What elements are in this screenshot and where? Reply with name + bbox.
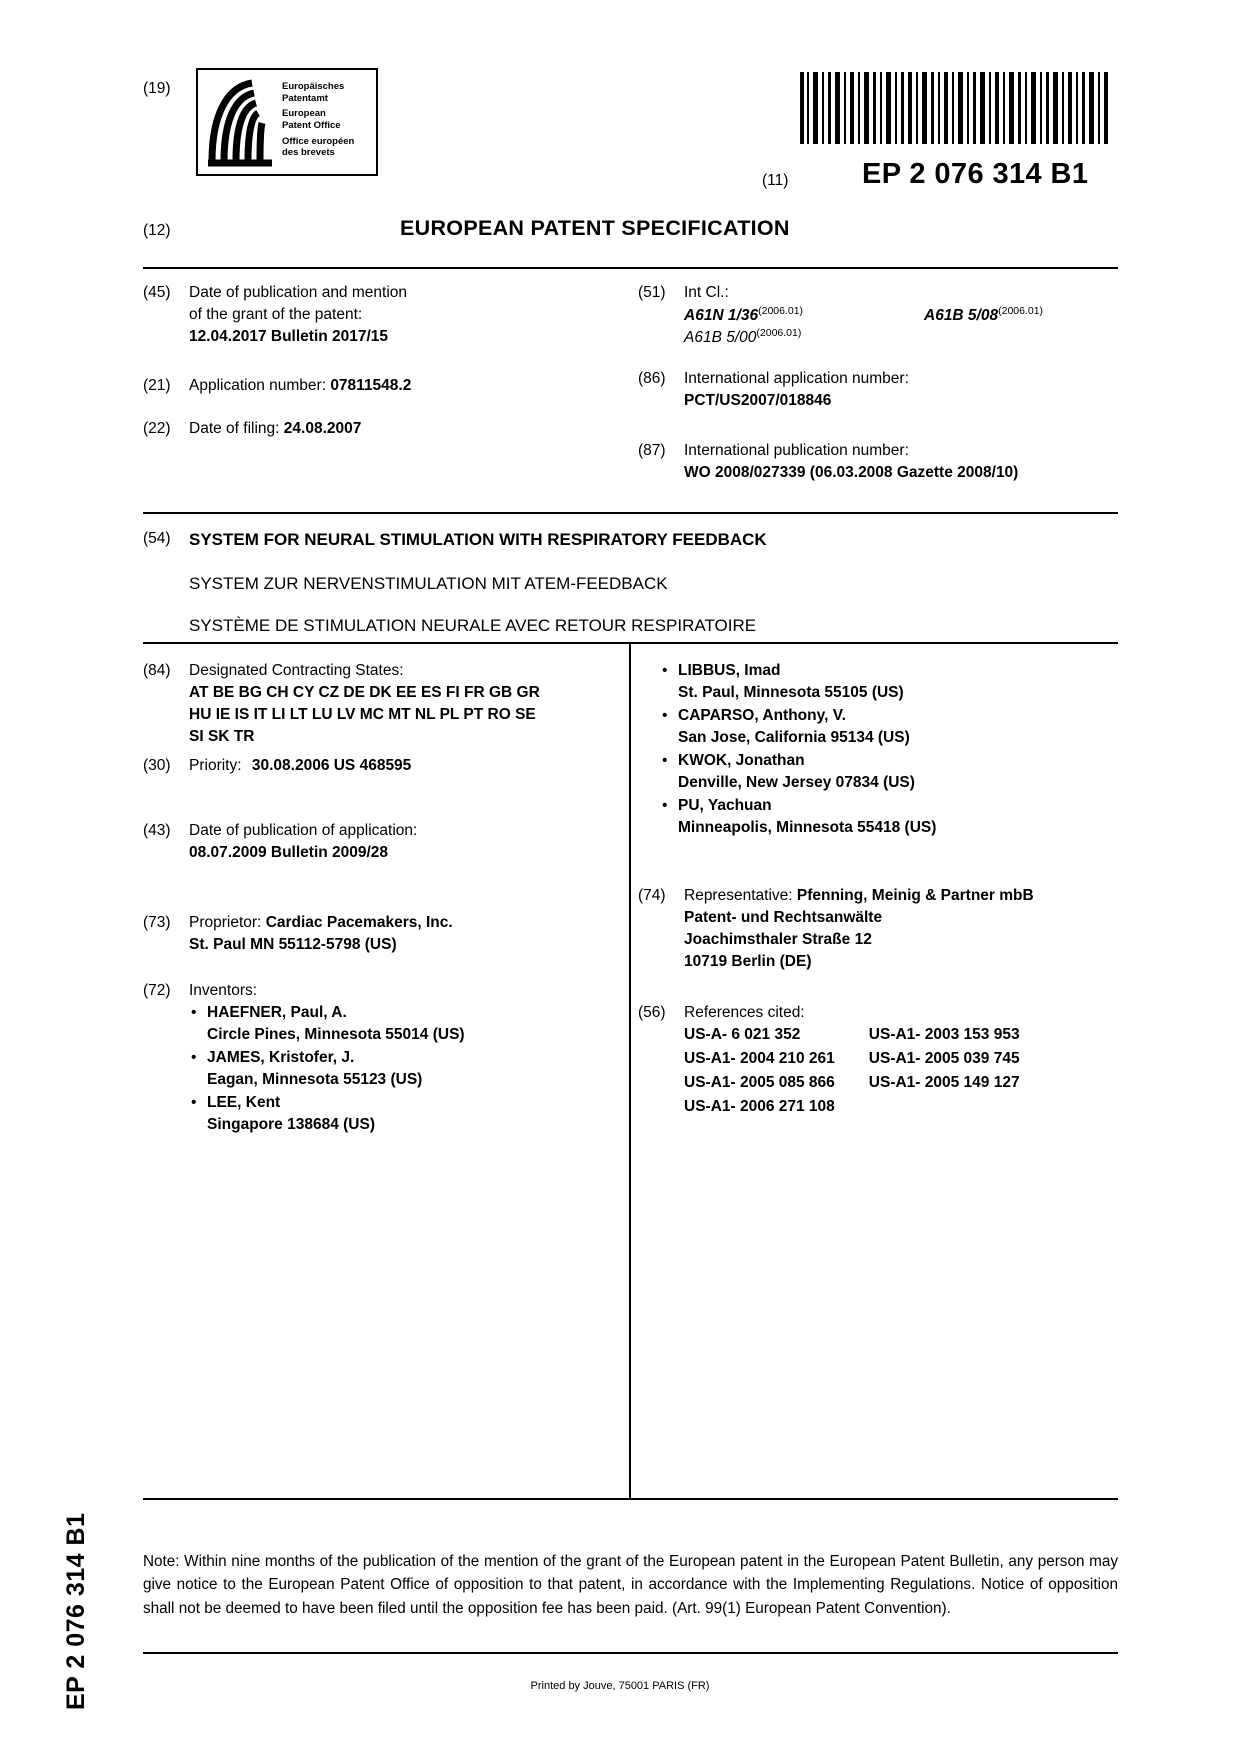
- int-cl-symbol-2: A61B 5/08: [924, 307, 999, 325]
- code-12: (12): [143, 222, 171, 239]
- code-22: (22): [143, 420, 171, 437]
- priority-value: 30.08.2006 US 468595: [251, 757, 412, 774]
- office-line6: des brevets: [282, 147, 335, 159]
- inventor-name: • LEE, Kent: [207, 1094, 281, 1111]
- field-title: [143, 528, 1118, 638]
- list-item: [660, 795, 1120, 839]
- inventor-address: Eagan, Minnesota 55123 (US): [207, 1071, 423, 1088]
- filing-date-label: Date of filing:: [189, 420, 280, 437]
- grant-label-2: of the grant of the patent:: [189, 306, 363, 323]
- intl-pub-value: WO 2008/027339 (06.03.2008 Gazette 2008/10): [684, 464, 1019, 481]
- inventor-name: • JAMES, Kristofer, J.: [207, 1049, 355, 1066]
- spine-publication-number: EP 2 076 314 B1: [62, 1512, 90, 1710]
- field-references-cited: [638, 1002, 1118, 1120]
- field-inventors: [143, 980, 613, 1137]
- representative-label: Representative:: [684, 887, 793, 904]
- printer-footer: Printed by Jouve, 75001 PARIS (FR): [530, 1680, 710, 1692]
- reference-cell: US-A1- 2005 039 745: [868, 1050, 1020, 1067]
- code-43: (43): [143, 822, 171, 839]
- int-cl-label: Int Cl.:: [684, 284, 729, 301]
- inventor-list-continued: [660, 660, 1120, 839]
- int-cl-symbol-3: A61B 5/00: [684, 329, 757, 347]
- inventor-address: Denville, New Jersey 07834 (US): [678, 774, 915, 791]
- reference-cell: US-A1- 2005 149 127: [868, 1074, 1020, 1091]
- inventor-name: • CAPARSO, Anthony, V.: [678, 707, 846, 724]
- int-cl-edition-2: (2006.01): [998, 305, 1044, 317]
- designated-states-line1: AT BE BG CH CY CZ DE DK EE ES FI FR GB GR: [189, 684, 540, 701]
- office-line3: European: [282, 108, 326, 120]
- reference-cell: [869, 1096, 1054, 1120]
- field-inventors-continued: [660, 660, 1120, 840]
- list-item: [660, 705, 1120, 749]
- divider-note-top: [143, 1498, 1118, 1500]
- representative-line2: Patent- und Rechtsanwälte: [684, 909, 883, 926]
- office-line5: Office européen: [282, 135, 355, 147]
- divider-header: [143, 267, 1118, 269]
- field-representative: [638, 885, 1118, 973]
- title-de: SYSTEM ZUR NERVENSTIMULATION MIT ATEM-FEEDBACK: [189, 574, 668, 594]
- table-row: [684, 1096, 1054, 1120]
- intl-app-value: PCT/US2007/018846: [684, 392, 832, 409]
- list-item: [189, 1047, 613, 1091]
- representative-line3: Joachimsthaler Straße 12: [684, 931, 872, 948]
- proprietor-name: Cardiac Pacemakers, Inc.: [265, 914, 453, 931]
- code-73: (73): [143, 914, 171, 931]
- title-fr: SYSTÈME DE STIMULATION NEURALE AVEC RETOUR RESPIRATOIRE: [189, 616, 757, 636]
- inventor-address: San Jose, California 95134 (US): [678, 729, 910, 746]
- designated-states-label: Designated Contracting States:: [189, 662, 404, 679]
- inventor-address: Singapore 138684 (US): [207, 1116, 375, 1133]
- filing-date-value: 24.08.2007: [283, 420, 362, 437]
- code-11: (11): [762, 172, 789, 189]
- grant-value: 12.04.2017 Bulletin 2017/15: [189, 328, 389, 345]
- field-filing-date: [143, 418, 563, 440]
- code-87: (87): [638, 442, 666, 459]
- inventor-name: • PU, Yachuan: [678, 797, 772, 814]
- priority-label: Priority:: [189, 757, 242, 774]
- reference-cell: US-A1- 2004 210 261: [684, 1050, 835, 1067]
- epo-logo-text: [282, 81, 354, 162]
- table-row: [684, 1072, 1054, 1096]
- inventor-address: Minneapolis, Minnesota 55418 (US): [678, 819, 937, 836]
- application-number-label: Application number:: [189, 377, 326, 394]
- list-item: [660, 750, 1120, 794]
- reference-cell: US-A1- 2003 153 953: [868, 1026, 1020, 1043]
- list-item: [189, 1092, 613, 1136]
- field-publication-of-application: [143, 820, 613, 864]
- inventor-name: • HAEFNER, Paul, A.: [207, 1004, 347, 1021]
- publication-number: EP 2 076 314 B1: [862, 158, 1089, 190]
- list-item: [660, 660, 1120, 704]
- divider-note-bottom: [143, 1652, 1118, 1654]
- code-19: (19): [143, 80, 171, 97]
- code-45: (45): [143, 284, 171, 301]
- pub-app-value: 08.07.2009 Bulletin 2009/28: [189, 844, 389, 861]
- reference-cell: US-A- 6 021 352: [684, 1026, 801, 1043]
- code-74: (74): [638, 887, 666, 904]
- application-number-value: 07811548.2: [330, 377, 412, 394]
- designated-states-line3: SI SK TR: [189, 728, 255, 745]
- divider-columns: [629, 642, 631, 1498]
- int-cl-edition-1: (2006.01): [758, 305, 804, 317]
- references-table: [684, 1024, 1054, 1120]
- field-international-application: [638, 368, 1118, 412]
- pub-app-label: Date of publication of application:: [189, 822, 418, 839]
- reference-cell: US-A1- 2006 271 108: [684, 1098, 835, 1115]
- proprietor-label: Proprietor:: [189, 914, 262, 931]
- table-row: [684, 1048, 1054, 1072]
- opposition-note: Note: Within nine months of the publication of the mention of the grant of the European patent in the European Patent Bulletin, any person may give notice to the European Patent Office of opposition to that patent, in accordance with the Implementing Regulations. Notice of opposition shall not be deemed to have been filed until the opposition fee has been paid. (Art. 99(1) European Patent Convention).: [143, 1553, 1118, 1617]
- representative-name: Pfenning, Meinig & Partner mbB: [796, 887, 1034, 904]
- epo-logo: [196, 68, 378, 176]
- code-21: (21): [143, 377, 171, 394]
- inventor-address: Circle Pines, Minnesota 55014 (US): [207, 1026, 465, 1043]
- code-84: (84): [143, 662, 171, 679]
- representative-line4: 10719 Berlin (DE): [684, 953, 812, 970]
- inventor-address: St. Paul, Minnesota 55105 (US): [678, 684, 904, 701]
- code-86: (86): [638, 370, 666, 387]
- specification-title: EUROPEAN PATENT SPECIFICATION: [400, 216, 790, 240]
- field-int-cl: [638, 282, 1118, 349]
- office-line4: Patent Office: [282, 120, 341, 131]
- int-cl-edition-3: (2006.01): [756, 327, 802, 339]
- reference-cell: US-A1- 2005 085 866: [684, 1074, 835, 1091]
- code-72: (72): [143, 982, 171, 999]
- field-grant-date: [143, 282, 563, 348]
- divider-title-top: [143, 512, 1118, 514]
- field-application-number: [143, 375, 563, 397]
- designated-states-line2: HU IE IS IT LI LT LU LV MC MT NL PL PT RO SE: [189, 706, 536, 723]
- intl-app-label: International application number:: [684, 370, 909, 387]
- inventors-label: Inventors:: [189, 982, 258, 999]
- list-item: [189, 1002, 613, 1046]
- title-en: SYSTEM FOR NEURAL STIMULATION WITH RESPIRATORY FEEDBACK: [189, 530, 767, 549]
- inventor-name: • LIBBUS, Imad: [678, 662, 781, 679]
- office-line1: Europäisches: [282, 81, 345, 93]
- proprietor-address: St. Paul MN 55112-5798 (US): [189, 936, 397, 953]
- barcode: [800, 72, 1110, 144]
- references-label: References cited:: [684, 1004, 805, 1021]
- field-priority: [143, 755, 613, 777]
- field-international-publication: [638, 440, 1118, 484]
- code-54: (54): [143, 530, 171, 547]
- epo-logo-icon: [204, 77, 278, 167]
- office-line2: Patentamt: [282, 92, 328, 104]
- grant-label-1: Date of publication and mention: [189, 284, 408, 301]
- inventor-list: [189, 1002, 613, 1136]
- table-row: [684, 1024, 1054, 1048]
- intl-pub-label: International publication number:: [684, 442, 909, 459]
- field-designated-states: [143, 660, 613, 748]
- code-56: (56): [638, 1004, 666, 1021]
- inventor-name: • KWOK, Jonathan: [678, 752, 805, 769]
- code-30: (30): [143, 757, 171, 774]
- int-cl-symbol-1: A61N 1/36: [684, 307, 759, 325]
- field-proprietor: [143, 912, 613, 956]
- code-51: (51): [638, 284, 666, 301]
